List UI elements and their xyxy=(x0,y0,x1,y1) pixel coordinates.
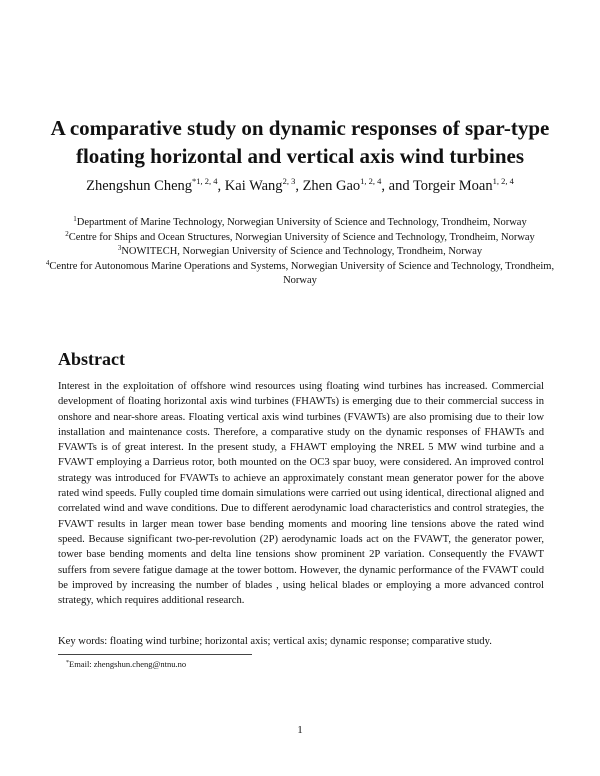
keywords: Key words: floating wind turbine; horizontal axis; vertical axis; dynamic response; comparative study. xyxy=(58,636,492,647)
affiliation xyxy=(40,231,560,246)
affiliation-text: Centre for Autonomous Marine Operations and Systems, Norwegian University of Science and Technology, Trondheim, Norway xyxy=(49,260,555,286)
affiliation-number: 3 xyxy=(117,244,122,252)
author xyxy=(413,178,514,194)
author-affiliation-marks: *1, 2, 4 xyxy=(192,176,218,186)
affiliation-number: 1 xyxy=(73,215,77,223)
footnote-rule xyxy=(58,654,252,655)
affiliation-list xyxy=(40,216,560,289)
author xyxy=(303,178,382,194)
affiliation-number: 4 xyxy=(45,258,50,267)
author-affiliation-marks: 2, 3 xyxy=(282,176,296,186)
author-name: Kai Wang xyxy=(224,178,283,194)
affiliation-text: Centre for Ships and Ocean Structures, Norwegian University of Science and Technology, Trondheim, Norway xyxy=(68,231,535,243)
author xyxy=(225,178,296,194)
affiliation-number: 2 xyxy=(65,229,69,238)
abstract-heading: Abstract xyxy=(58,349,125,369)
author-name: Zhen Gao xyxy=(302,178,361,194)
affiliation xyxy=(40,216,560,231)
affiliation xyxy=(40,245,560,260)
author-separator: , xyxy=(217,178,225,194)
footnote xyxy=(66,658,186,670)
author-list xyxy=(40,176,560,196)
footnote-email-link[interactable]: Email: zhengshun.cheng@ntnu.no xyxy=(69,659,187,669)
author-separator: , and xyxy=(381,178,413,194)
affiliation-text: NOWITECH, Norwegian University of Science and Technology, Trondheim, Norway xyxy=(121,246,483,257)
author-affiliation-marks: 1, 2, 4 xyxy=(492,176,514,186)
abstract-body: Interest in the exploitation of offshore wind resources using floating wind turbines has increased. Commercial development of floating horizontal axis wind turbines (FHAWTs) is emerging due to their commercial success in onshore and near-shore areas. Floating vertical axis wind turbines (FVAWTs) are also promising due to their low installation and maintenance costs. Therefore, a comparative study on the dynamic responses of FHAWTs and FVAWTs is of great interest. In the present study, a FHAWT employing the NREL 5 MW wind turbine and a FVAWT employing a Darrieus rotor, both mounted on the OC3 spar buoy, were considered. An improved control strategy was introduced for FVAWTs to achieve an approximately constant mean generator power for the above rated wind speeds. Fully coupled time domain simulations were carried out using identical, directional aligned and correlated wind and wave conditions. Due to different aerodynamic load characteristics and control strategies, the FVAWT results in larger mean tower base bending moments and mooring line tensions above the rated wind speed. Because significant two-per-revolution (2P) aerodynamic loads act on the FVAWT, the generator power, tower base bending moments and delta line tensions show prominent 2P variation. Consequently the FVAWT suffers from severe fatigue damage at the tower bottom. However, the dynamic performance of the FVAWT could be improved by increasing the number of blades , using helical blades or employing a more advanced control strategy, which requires additional research. xyxy=(58,381,544,607)
page-number: 1 xyxy=(297,724,303,736)
footnote-mark: * xyxy=(66,660,69,666)
author xyxy=(86,178,217,194)
author-name: Zhengshun Cheng xyxy=(86,178,193,194)
affiliation-text: Department of Marine Technology, Norwegian University of Science and Technology, Trondheim, Norway xyxy=(76,217,527,228)
author-separator: , xyxy=(295,178,303,194)
paper-title: A comparative study on dynamic responses of spar-type floating horizontal and vertical axis wind turbines xyxy=(50,116,550,168)
author-name: Torgeir Moan xyxy=(412,178,493,194)
affiliation xyxy=(40,260,560,289)
author-affiliation-marks: 1, 2, 4 xyxy=(360,176,382,186)
